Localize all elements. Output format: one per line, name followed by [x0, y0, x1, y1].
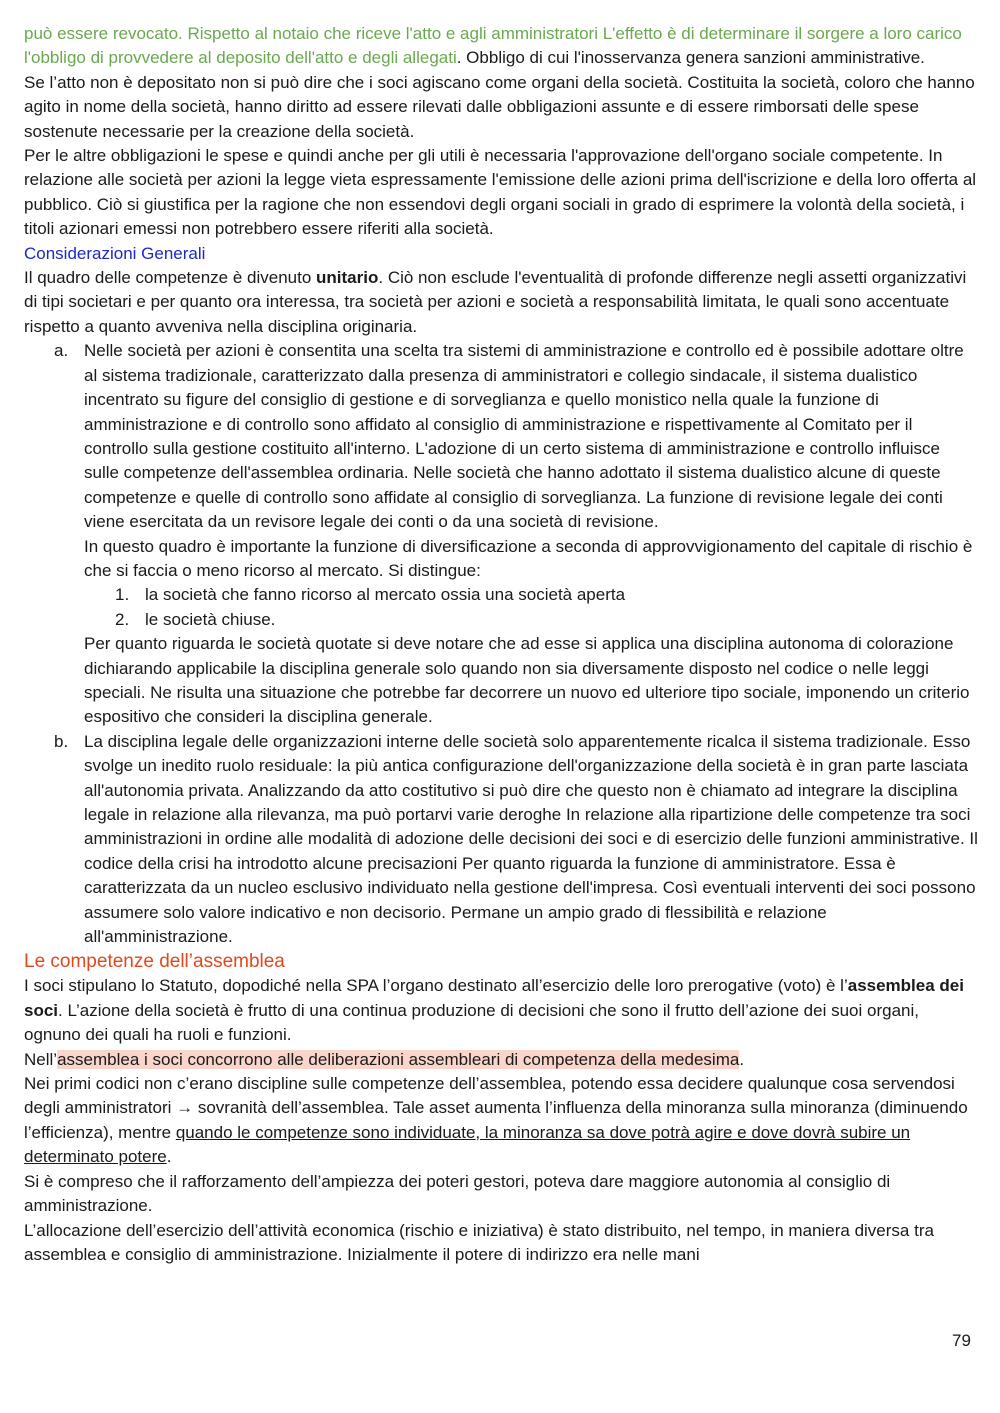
list-marker: a.	[54, 341, 69, 361]
list-item-a	[24, 339, 979, 583]
sublist-marker: 1.	[115, 585, 130, 605]
highlighted-text: assemblea i soci concorrono alle deliberazioni assembleari di competenza della medesima	[57, 1049, 740, 1069]
paragraph-primi-codici: Nei primi codici non c’erano discipline sulle competenze dell’assemblea, potendo essa decidere qualunque cosa servendosi degli amministratori → sovranità dell’assemblea. Tale asset aumenta l’influenza della minoranza sulla minoranza (diminuendo l’efficienza), mentre quando le competenze sono individuate, la minoranza sa dove potrà agire e dove dovrà subire un determinato potere.	[24, 1074, 968, 1167]
list-item-a-continuation: In questo quadro è importante la funzione di diversificazione a seconda di approvvigionamento del capitale di rischio è che si faccia o meno ricorso al mercato. Si distingue:	[84, 536, 973, 580]
sublist-marker: 2.	[115, 609, 130, 629]
paragraph-deposit: Se l’atto non è depositato non si può dire che i soci agiscano come organi della società. Costituita la società, coloro che hanno agito in nome della società, hanno diritto ad essere rilevati dalle obbligazioni assunte e di essere rimborsati delle spese sostenute necessarie per la creazione della società.	[24, 72, 975, 141]
green-text: può essere revocato. Rispetto al notaio che riceve l'atto e agli amministratori L'effetto è di determinare il sorgere a loro carico l'obbligo di provvedere al deposito dell'atto e degli allegati	[24, 24, 962, 68]
sublist-item-2: 2. le società chiuse.	[24, 608, 979, 632]
list-item-a-continuation-2: Per quanto riguarda le società quotate si deve notare che ad esse si applica una disciplina autonoma di colorazione dichiarando applicabile la disciplina generale solo quando non sia diversamente disposto nel codice o nelle leggi speciali. Ne risulta una situazione che potrebbe far decorrere un nuovo ed ulteriore tipo sociale, imponendo un criterio espositivo che consideri la disciplina generale.	[84, 634, 970, 727]
paragraph-rafforzamento: Si è compreso che il rafforzamento dell’ampiezza dei poteri gestori, poteva dare maggiore autonomia al consiglio di amministrazione.	[24, 1171, 891, 1216]
paragraph-allocazione: L’allocazione dell’esercizio dell’attività economica (rischio e iniziativa) è stato distribuito, nel tempo, in maniera diversa tra assemblea e consiglio di amministrazione. Inizialmente il potere di indirizzo era nelle mani	[24, 1220, 934, 1264]
intro-rest: . Obbligo di cui l'inosservanza genera sanzioni amministrative.	[456, 48, 925, 68]
list-marker: b.	[54, 731, 69, 751]
list-item-b-text: La disciplina legale delle organizzazioni interne delle società solo apparentemente ricalca il sistema tradizionale. Esso svolge un inedito ruolo residuale: la più antica configurazione dell'organizzazione della società è in gran parte lasciata all'autonomia privata. Analizzando da atto costitutivo si può dire che questo non è chiamato ad integrare la disciplina legale in relazione alla rilevanza, ma può portarvi varie deroghe In relazione alla ripartizione delle competenze tra soci amministrazioni in ordine alle modalità di adozione delle decisioni dei soci e di esercizio delle funzioni amministrative. Il codice della crisi ha introdotto alcune precisazioni Per quanto riguarda la funzione di amministratore. Essa è caratterizzata da un nucleo esclusivo individuato nella gestione dell'impresa. Così eventuali interventi dei soci possono assumere solo valore indicativo e non decisorio. Permane un ampio grado di flessibilità e relazione all'amministrazione.	[84, 731, 978, 947]
bold-assemblea-dei-soci: assemblea dei soci	[24, 976, 964, 1020]
bold-unitario: unitario	[316, 268, 379, 288]
heading-considerazioni: Considerazioni Generali	[24, 243, 206, 263]
list-item-a-text: Nelle società per azioni è consentita una scelta tra sistemi di amministrazione e controllo ed è possibile adottare oltre al sistema tradizionale, caratterizzato dalla presenza di amministratori e collegio sindacale, il sistema dualistico incentrato su figure del consiglio di gestione e di sorveglianza e quello monistico nella quale la funzione di amministrazione e di controllo sono affidato al consiglio di amministrazione e rispettivamente al Comitato per il controllo sulla gestione costituito all'interno. L'adozione di un certo sistema di amministrazione e controllo influisce sulle competenze dell'assemblea ordinaria. Nelle società che hanno adottato il sistema dualistico alcune di queste competenze e quelle di controllo sono affidate al consiglio di sorveglianza. La funzione di revisione legale dei conti viene esercitata da un revisore legale dei conti o da una società di revisione.	[84, 341, 964, 532]
list-item-b	[24, 730, 979, 950]
heading-competenze-assemblea: Le competenze dell’assemblea	[24, 951, 285, 973]
paragraph-obligations: Per le altre obbligazioni le spese e quindi anche per gli utili è necessaria l'approvazione dell'organo sociale competente. In relazione alle società per azioni la legge vieta espressamente l'emissione delle azioni prima dell'iscrizione e della loro offerta al pubblico. Ciò si giustifica per la ragione che non essendovi degli organi sociali in grado di esprimere la volontà della società, i titoli azionari emessi non potrebbero essere riferiti alla società.	[24, 146, 977, 239]
paragraph-quadro: Il quadro delle competenze è divenuto unitario. Ciò non esclude l'eventualità di profonde differenze negli assetti organizzativi di tipi societari e per quanto ora interessa, tra società per azioni e società a responsabilità limitata, le quali sono accentuate rispetto a quanto avveniva nella disciplina originaria.	[24, 268, 967, 336]
document-page	[24, 22, 979, 1267]
paragraph-deliberazioni: Nell’assemblea i soci concorrono alle deliberazioni assembleari di competenza della medesima.	[24, 1049, 745, 1069]
page-number: 79	[952, 1331, 971, 1350]
underlined-text: quando le competenze sono individuate, la minoranza sa dove potrà agire e dove dovrà subire un determinato potere	[24, 1122, 911, 1167]
sublist-item-1: 1. la società che fanno ricorso al mercato ossia una società aperta	[24, 583, 979, 607]
paragraph-statuto: I soci stipulano lo Statuto, dopodiché nella SPA l’organo destinato all’esercizio delle loro prerogative (voto) è l’assemblea dei soci. L’azione della società è frutto di una continua produzione di decisioni che sono il frutto dell’azione dei suoi organi, ognuno dei quali ha ruoli e funzioni.	[24, 976, 964, 1045]
intro-paragraph	[24, 22, 979, 71]
